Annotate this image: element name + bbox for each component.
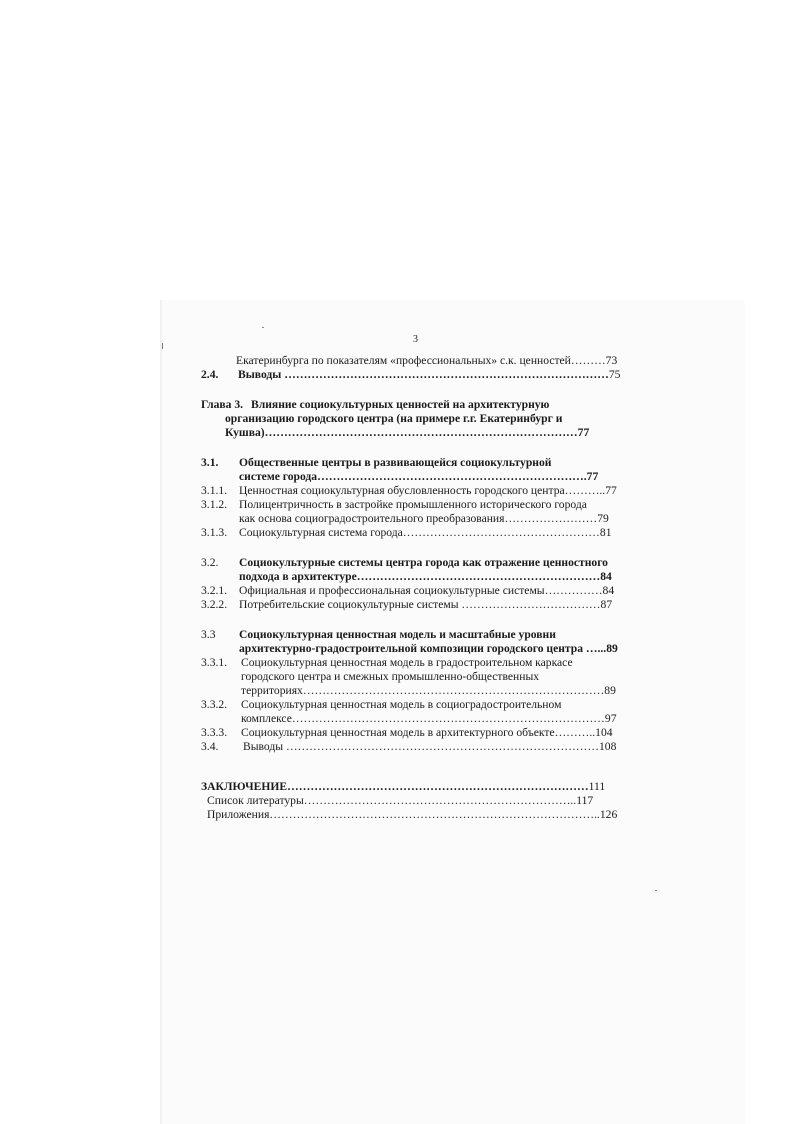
toc-entry-text: Социокультурная ценностная модель в градостроительном каркасе <box>241 656 573 669</box>
toc-entry <box>239 598 612 611</box>
scan-edge <box>160 300 162 1124</box>
toc-entry-page: 87 <box>600 598 613 611</box>
toc-entry-page: 111 <box>588 780 606 793</box>
toc-entry-page: 89 <box>606 642 618 655</box>
toc-entry-page: 77 <box>586 470 599 483</box>
toc-entry-text: городского центра и смежных промышленно-общественных <box>241 670 540 683</box>
toc-entry <box>236 354 617 367</box>
chapter-number: Глава 3. <box>201 398 244 411</box>
toc-entry-text: как основа социоградостроительного преобразования…………………… <box>239 512 598 525</box>
toc-entry <box>239 526 611 539</box>
conclusion-text: ЗАКЛЮЧЕНИЕ…………………………………………………………………… <box>201 780 589 793</box>
toc-entry-page: 117 <box>576 794 594 807</box>
toc-entry-text: Выводы ………………………………………………………………………… <box>238 368 609 381</box>
subsection-number: 3.3.1. <box>201 656 228 669</box>
scan-speck <box>262 327 264 328</box>
scan-speck <box>655 890 657 891</box>
subsection-number: 3.1.3. <box>201 526 228 539</box>
toc-entry-page: 81 <box>599 526 612 539</box>
toc-entry-page: 77 <box>577 426 590 439</box>
toc-entry-text: Выводы ……………………………………………………………………… <box>243 740 599 753</box>
section-title: Социокультурные системы центра города как отражение ценностного <box>239 556 608 569</box>
toc-entry-page: 73 <box>605 354 618 367</box>
toc-entry <box>241 726 613 739</box>
toc-entry-text: Потребительские социокультурные системы ……………………………… <box>239 598 601 611</box>
subsection-number: 3.3.2. <box>201 698 228 711</box>
toc-entry-text: системе города……………………………………………………………. <box>239 470 587 483</box>
toc-entry <box>225 426 589 439</box>
section-number: 3.4. <box>201 740 219 753</box>
toc-entry <box>207 794 593 807</box>
toc-entry-text: Екатеринбурга по показателям «профессиональных» с.к. ценностей……… <box>236 354 606 367</box>
toc-entry-page: 75 <box>608 368 621 381</box>
toc-entry-text: Социокультурная ценностная модель в социоградостроительном <box>241 698 562 711</box>
chapter-title-cont: организацию городского центра (на примере г.г. Екатеринбург и <box>225 412 563 425</box>
page-number: 3 <box>413 334 418 345</box>
toc-entry-text: Социокультурная система города…………………………………………… <box>239 526 600 539</box>
toc-entry-text: Полицентричность в застройке промышленного исторического города <box>239 498 587 511</box>
toc-entry-num: 2.4. <box>201 368 219 381</box>
toc-entry <box>201 780 605 793</box>
toc-entry-page: 97 <box>604 712 617 725</box>
subsection-number: 3.2.2. <box>201 598 228 611</box>
toc-entry-text: Список литературы…………………………………………………………….. <box>207 794 577 807</box>
toc-entry-page: 77 <box>605 484 617 497</box>
subsection-number: 3.2.1. <box>201 584 228 597</box>
toc-entry <box>241 684 616 697</box>
toc-entry <box>239 584 614 597</box>
toc-entry <box>207 808 617 821</box>
toc-entry-text: Кушва)……………………………………………………………………… <box>225 426 578 439</box>
subsection-number: 3.1.1. <box>201 484 228 497</box>
toc-entry-text: Официальная и профессиональная социокультурные системы…………… <box>239 584 603 597</box>
toc-entry-text: Приложения………………………………………………………………………….. <box>207 808 600 821</box>
toc-entry-text: Ценностная социокультурная обусловленность городского центра……….. <box>239 484 606 497</box>
toc-entry-text: территориях…………………………………………………………………… <box>241 684 605 697</box>
subsection-number: 3.3.3. <box>201 726 228 739</box>
chapter-title: Влияние социокультурных ценностей на архитектурную <box>251 398 550 411</box>
toc-entry-text: архитектурно-градостроительной композиции городского центра …... <box>239 642 607 655</box>
subsection-number: 3.1.2. <box>201 498 228 511</box>
toc-entry-text: комплексе……………………………………………………………………… <box>241 712 605 725</box>
toc-entry <box>241 712 617 725</box>
section-number: 3.1. <box>201 456 219 469</box>
toc-entry-page: 84 <box>602 584 615 597</box>
toc-entry <box>238 368 620 381</box>
toc-entry <box>239 470 598 483</box>
toc-entry <box>243 740 616 753</box>
toc-entry-text: подхода в архитектуре……………………………………………………… <box>239 570 601 583</box>
toc-entry-page: 84 <box>600 570 612 583</box>
toc-entry-page: 89 <box>604 684 616 697</box>
toc-entry <box>239 570 612 583</box>
toc-entry-page: 104 <box>595 726 613 739</box>
section-number: 3.2. <box>201 556 219 569</box>
toc-entry-page: 108 <box>599 740 617 753</box>
toc-entry-page: 79 <box>597 512 609 525</box>
toc-entry <box>239 642 618 655</box>
scan-artifact <box>162 343 163 349</box>
section-title: Социокультурная ценностная модель и масштабные уровни <box>239 628 556 641</box>
toc-entry-text: Социокультурная ценностная модель в архитектурного объекте……….. <box>241 726 596 739</box>
section-title: Общественные центры в развивающейся социокультурной <box>239 456 552 469</box>
toc-entry-page: 126 <box>599 808 618 821</box>
toc-entry <box>239 484 617 497</box>
section-number: 3.3 <box>201 628 216 641</box>
toc-entry <box>239 512 609 525</box>
